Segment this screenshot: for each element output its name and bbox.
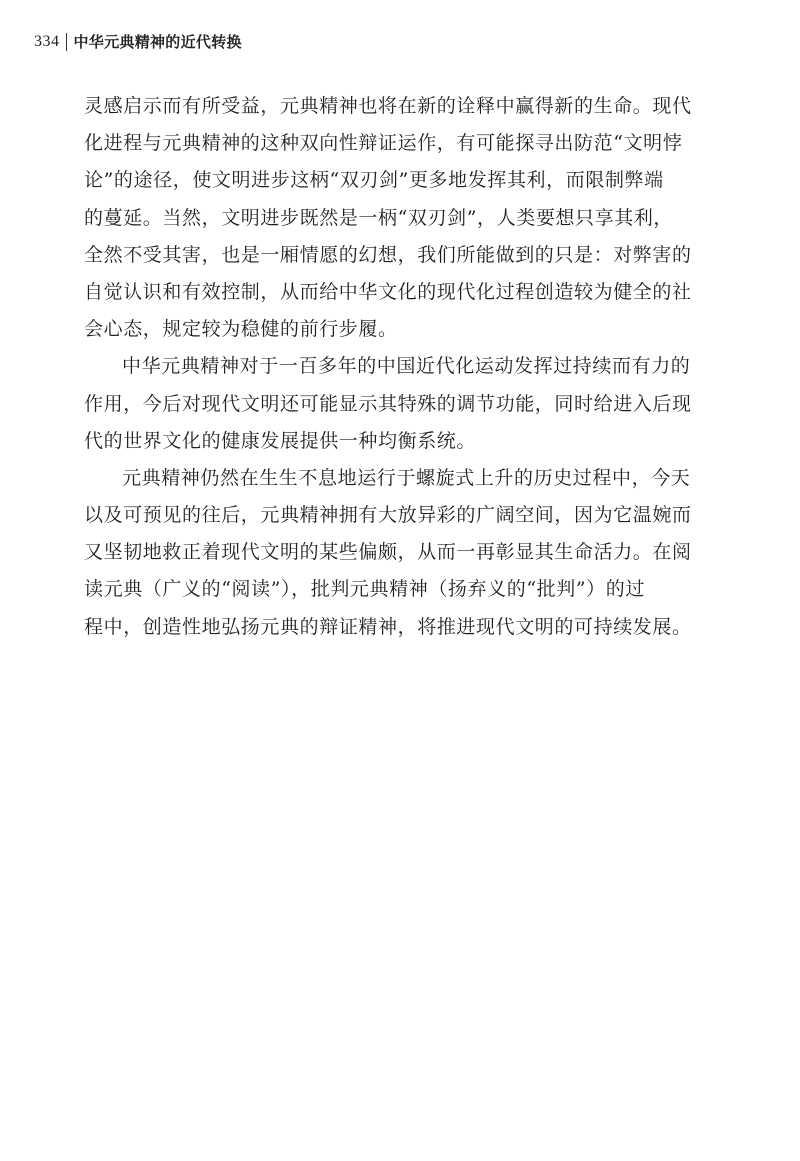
text-line: 以及可预见的往后，元典精神拥有大放异彩的广阔空间，因为它温婉而 bbox=[84, 504, 692, 527]
text-line: 灵感启示而有所受益，元典精神也将在新的诠释中赢得新的生命。现代 bbox=[84, 95, 692, 117]
text-line: 自觉认识和有效控制，从而给中华文化的现代化过程创造较为健全的社 bbox=[84, 280, 692, 303]
text-line: 化进程与元典精神的这种双向性辩证运作，有可能探寻出防范“文明悖 bbox=[84, 132, 683, 155]
header-divider bbox=[66, 33, 67, 51]
page-header bbox=[34, 30, 242, 54]
text-line: 的蔓延。当然，文明进步既然是一柄“双刃剑”，人类要想只享其利， bbox=[84, 206, 674, 229]
paragraph-first-line: 元典精神仍然在生生不息地运行于螺旋式上升的历史过程中，今天 bbox=[122, 466, 691, 489]
text-line: 又坚韧地救正着现代文明的某些偏颇，从而一再彰显其生命活力。在阅 bbox=[84, 541, 692, 564]
text-line: 论”的途径，使文明进步这柄“双刃剑”更多地发挥其利，而限制弊端 bbox=[84, 169, 664, 192]
text-line: 会心态，规定较为稳健的前行步履。 bbox=[84, 318, 398, 341]
text-line: 程中，创造性地弘扬元典的辩证精神，将推进现代文明的可持续发展。 bbox=[84, 615, 692, 638]
text-line: 全然不受其害，也是一厢情愿的幻想，我们所能做到的只是：对弊害的 bbox=[84, 243, 692, 266]
body-text bbox=[84, 88, 727, 646]
text-line: 作用，今后对现代文明还可能显示其特殊的调节功能，同时给进入后现 bbox=[84, 392, 692, 415]
text-line: 读元典（广义的“阅读”），批判元典精神（扬弃义的“批判”）的过 bbox=[84, 578, 645, 601]
paragraph-first-line: 中华元典精神对于一百多年的中国近代化运动发挥过持续而有力的 bbox=[122, 355, 691, 378]
running-title: 中华元典精神的近代转换 bbox=[73, 33, 242, 51]
page-number: 334 bbox=[34, 33, 60, 50]
text-line: 代的世界文化的健康发展提供一种均衡系统。 bbox=[84, 429, 477, 452]
